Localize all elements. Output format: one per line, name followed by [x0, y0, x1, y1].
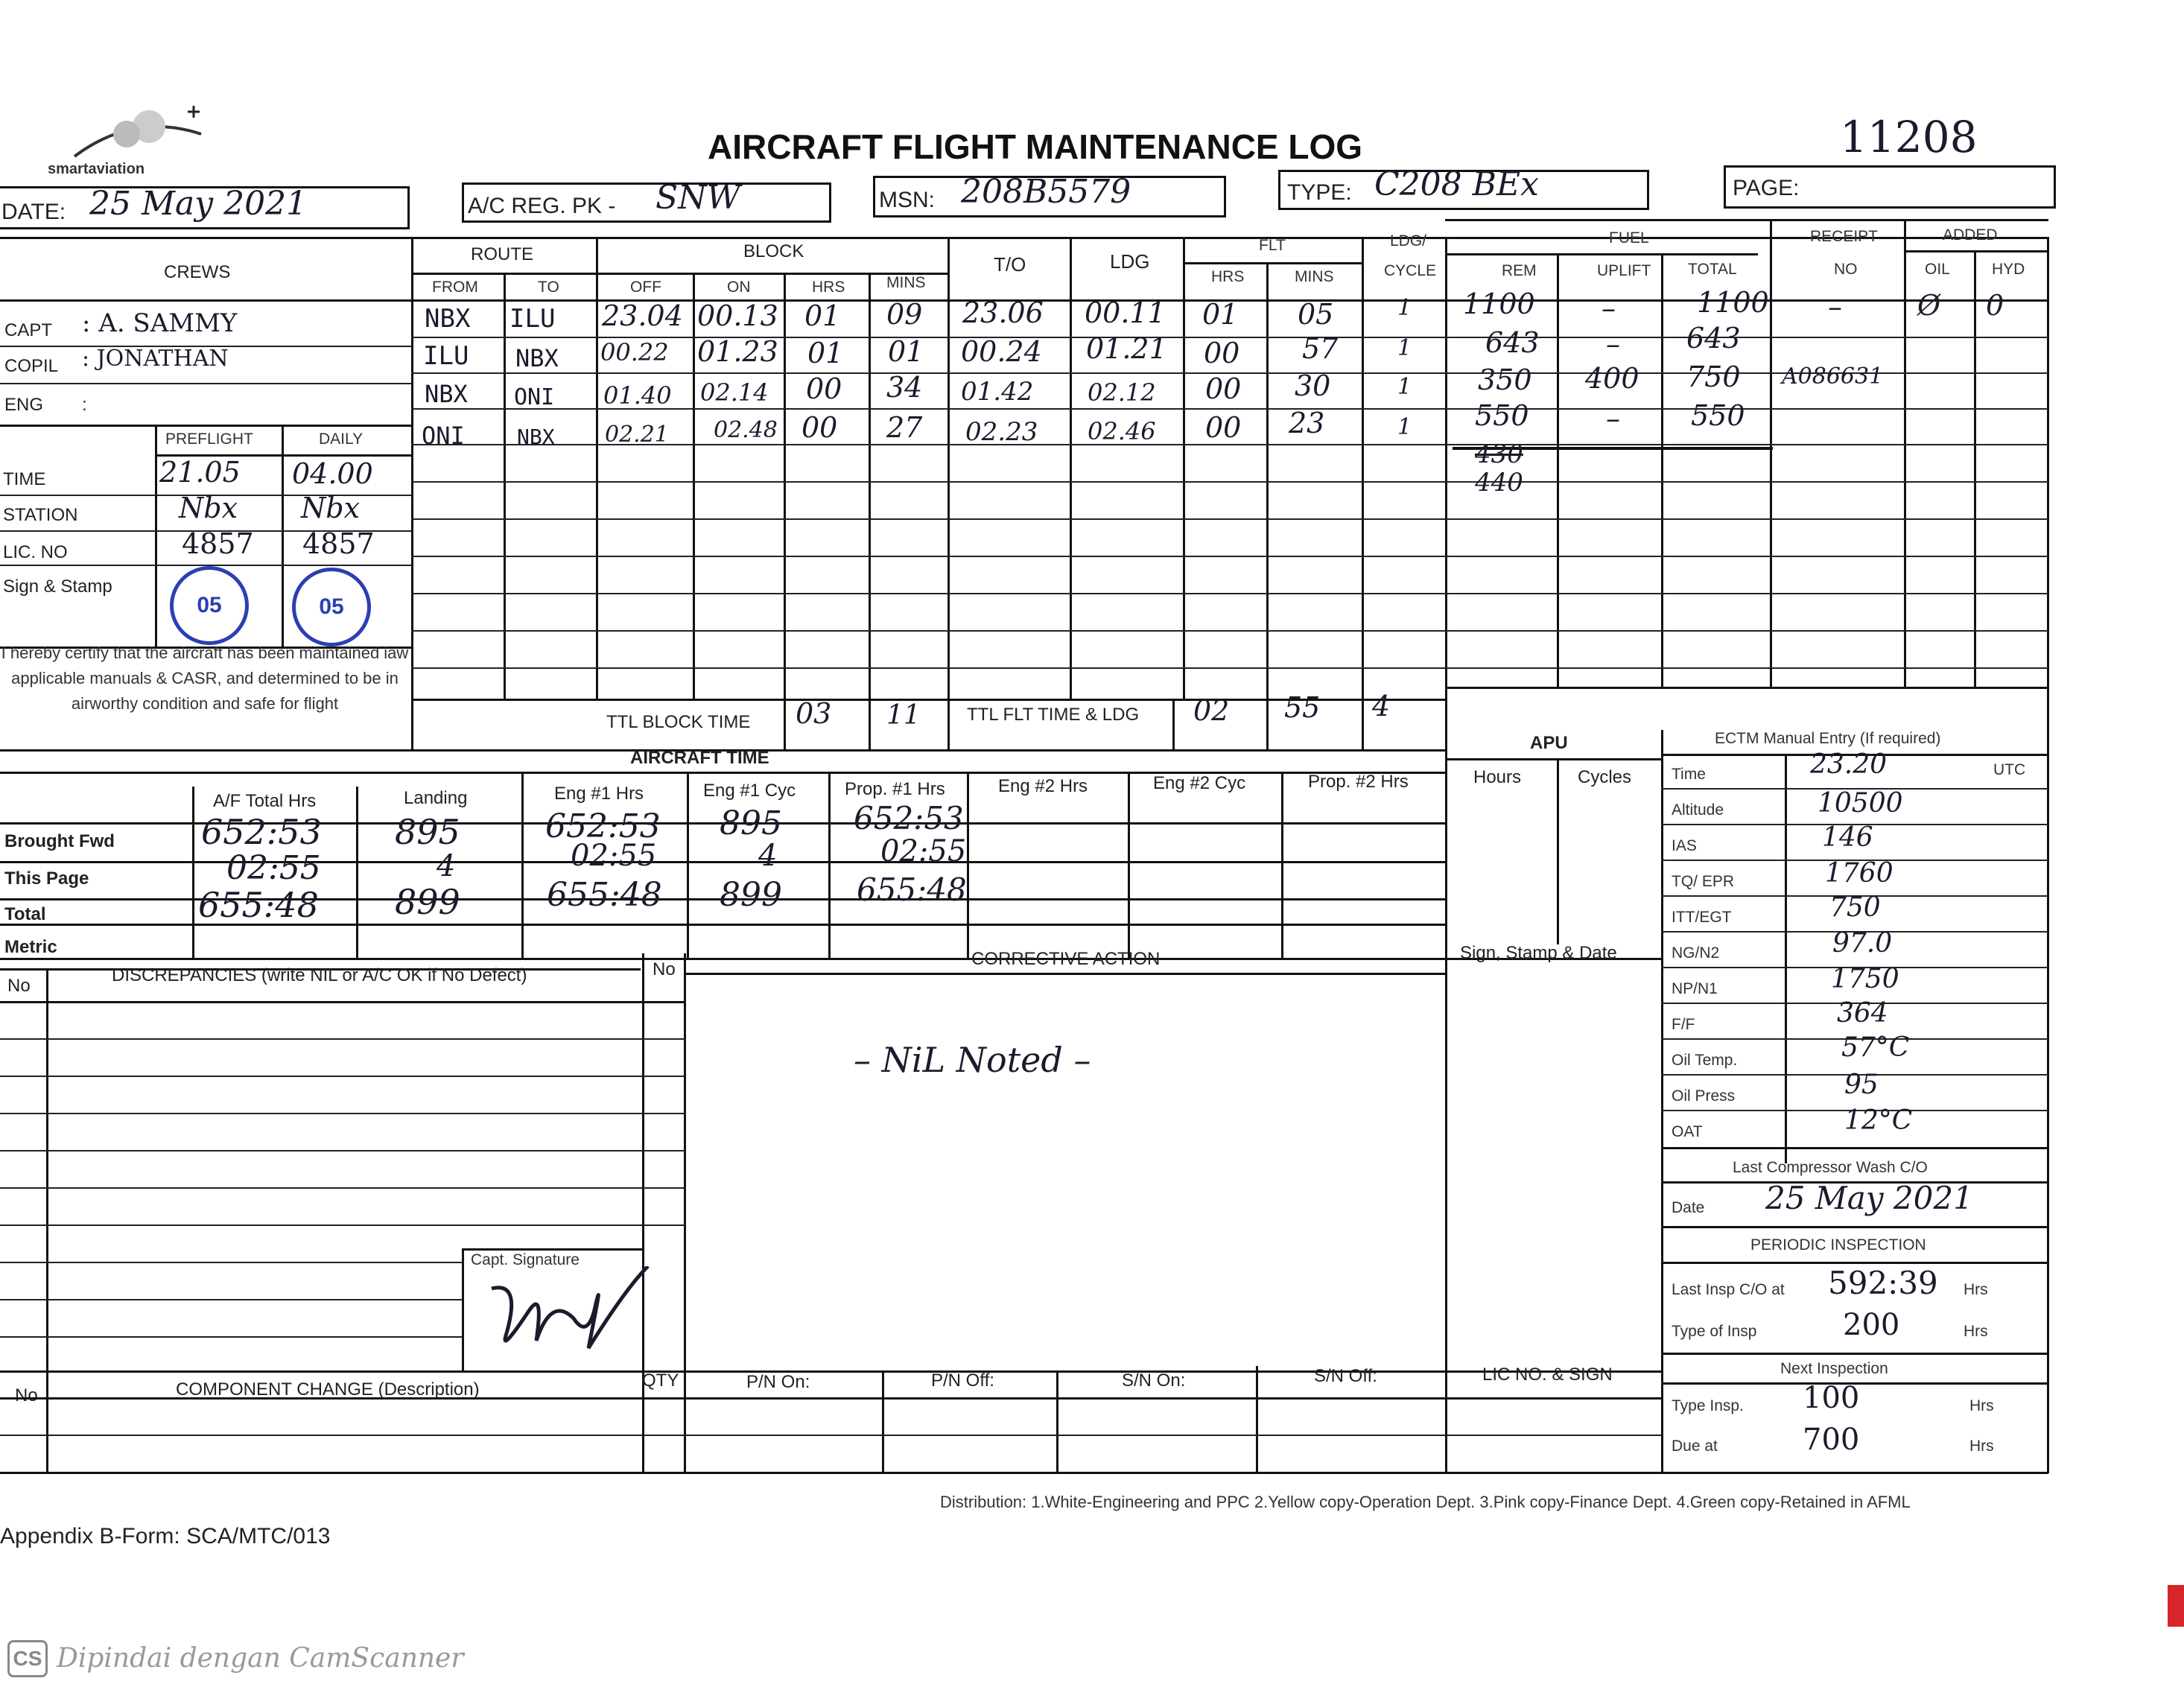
ectm-ng-label: NG/N2 [1672, 944, 1720, 962]
from-header: FROM [432, 279, 478, 296]
row4-flt-mins: 23 [1289, 407, 1325, 439]
col-eng2-hrs: Eng #2 Hrs [998, 776, 1088, 796]
col-af-total: A/F Total Hrs [213, 791, 317, 811]
row3-hrs: 00 [806, 372, 842, 405]
type-insp-hrs: Hrs [1964, 1323, 1988, 1340]
ldg-cycle-header-2: CYCLE [1384, 262, 1437, 279]
row4-flt-hrs: 00 [1205, 411, 1242, 444]
type-value: C208 BEx [1374, 165, 1539, 203]
ectm-ias-value: 146 [1822, 822, 1873, 853]
date-label: DATE: [1, 200, 66, 224]
ectm-oat-label: OAT [1672, 1123, 1703, 1140]
type-insp-label: Type of Insp [1672, 1323, 1757, 1340]
capt-value: : A. SAMMY [82, 308, 238, 338]
company-logo [45, 104, 216, 179]
msn-value: 208B5579 [961, 173, 1131, 211]
ectm-utc: UTC [1993, 761, 2026, 778]
row4-ldg: 02.46 [1088, 417, 1156, 445]
copil-label: COPIL [4, 356, 59, 376]
row2-flt-mins: 57 [1302, 332, 1339, 365]
row4-cycle: 1 [1397, 414, 1412, 440]
ectm-altitude-label: Altitude [1672, 801, 1724, 819]
ectm-oat-value: 12°C [1844, 1105, 1913, 1136]
ectm-header: ECTM Manual Entry (If required) [1715, 730, 1941, 747]
last-insp-label: Last Insp C/O at [1672, 1281, 1785, 1298]
ectm-np-label: NP/N1 [1672, 980, 1718, 997]
daily-lic: 4857 [302, 527, 375, 560]
row3-from: NBX [425, 380, 468, 408]
row3-receipt: A086631 [1782, 363, 1884, 390]
certify-statement: I hereby certify that the aircraft has been maintained iaw applicable manuals & CASR, and determined to be in airworthy condition and safe for flight [1, 644, 409, 713]
row3-off: 01.40 [603, 381, 672, 410]
compressor-date-value: 25 May 2021 [1765, 1180, 1973, 1216]
ldg-header: LDG [1110, 250, 1150, 273]
row1-on: 00.13 [697, 299, 778, 332]
aircraft-time-header: AIRCRAFT TIME [630, 748, 769, 768]
eng-value: : [82, 395, 87, 415]
row1-flt-mins: 05 [1298, 298, 1334, 331]
daily-time: 04.00 [292, 457, 373, 490]
ttl-block-label: TTL BLOCK TIME [606, 712, 751, 732]
row2-total: 643 [1686, 322, 1741, 355]
comp-lic: LIC NO. & SIGN [1482, 1365, 1613, 1385]
comp-no-label: No [15, 1385, 38, 1405]
ectm-oiltemp-value: 57°C [1841, 1032, 1910, 1063]
ectm-ng-value: 97.0 [1832, 928, 1893, 959]
preflight-lic: 4857 [182, 527, 254, 560]
ectm-ff-value: 364 [1837, 998, 1888, 1029]
last-insp-hrs: Hrs [1964, 1281, 1988, 1298]
tp-eng1-hrs: 02:55 [571, 839, 657, 873]
ectm-oilpress-value: 95 [1844, 1070, 1879, 1100]
ttl-flt-label: TTL FLT TIME & LDG [967, 705, 1140, 725]
tp-prop1-hrs: 02:55 [880, 834, 967, 868]
row4-off: 02.21 [605, 422, 669, 448]
oil-header: OIL [1925, 261, 1950, 278]
row-this-page: This Page [4, 868, 89, 889]
apu-cycles: Cycles [1578, 767, 1632, 787]
preflight-time: 21.05 [159, 456, 241, 489]
row2-flt-hrs: 00 [1204, 337, 1240, 369]
ectm-time-value: 23.20 [1810, 749, 1888, 780]
disc-header: DISCREPANCIES (write NIL or A/C OK if No Defect) [112, 965, 527, 985]
row1-cycle: 1 [1397, 295, 1412, 321]
appendix-form: Appendix B-Form: SCA/MTC/013 [0, 1524, 331, 1548]
block-header: BLOCK [743, 241, 804, 261]
row4-to-time: 02.23 [965, 417, 1038, 447]
hyd-header: HYD [1992, 261, 2025, 278]
ttl-flt-hrs: 02 [1193, 694, 1230, 727]
rem-header: REM [1502, 262, 1537, 279]
row3-mins: 34 [886, 371, 923, 404]
row3-cycle: 1 [1397, 374, 1412, 400]
comp-sn-off: S/N Off: [1314, 1366, 1377, 1386]
tot-af-total: 655:48 [198, 885, 319, 925]
next-type-value: 100 [1803, 1381, 1860, 1415]
reg-label: A/C REG. PK - [468, 194, 616, 218]
page-label: PAGE: [1733, 176, 1800, 200]
on-header: ON [727, 279, 751, 296]
total-header: TOTAL [1688, 261, 1737, 278]
col-eng2-cyc: Eng #2 Cyc [1153, 773, 1246, 793]
copil-value: : JONATHAN [82, 346, 229, 372]
due-hrs: Hrs [1969, 1438, 1994, 1455]
daily-stamp: 05 [292, 568, 371, 647]
last-insp-value: 592:39 [1828, 1265, 1938, 1301]
next-type-label: Type Insp. [1672, 1397, 1744, 1414]
ttl-block-hrs: 03 [796, 697, 832, 730]
fuel-header: FUEL [1609, 229, 1649, 247]
row3-to: ONI [514, 384, 555, 410]
row-brought-fwd: Brought Fwd [4, 831, 115, 851]
ttl-flt-mins: 55 [1284, 691, 1321, 724]
fuel-extra-1: 430 [1475, 439, 1523, 469]
preflight-label: PREFLIGHT [165, 431, 253, 448]
reg-value: SNW [655, 179, 740, 217]
col-prop1-hrs: Prop. #1 Hrs [845, 779, 945, 799]
capt-signature-label: Capt. Signature [471, 1251, 580, 1268]
col-eng1-hrs: Eng #1 Hrs [554, 784, 644, 804]
row4-uplift: – [1606, 402, 1620, 435]
grid-bottom-line [0, 1472, 2048, 1474]
row2-cycle: 1 [1397, 335, 1412, 361]
flt-header: FLT [1259, 237, 1286, 254]
camscanner-icon: CS [13, 1647, 42, 1670]
col-landing: Landing [404, 788, 468, 808]
tot-landing: 899 [395, 882, 460, 922]
preflight-stamp: 05 [170, 566, 249, 645]
row1-ldg: 00.11 [1085, 296, 1166, 329]
corrective-header: CORRECTIVE ACTION [971, 949, 1161, 969]
row4-mins: 27 [886, 411, 923, 444]
row3-flt-hrs: 00 [1205, 372, 1242, 405]
row4-to: NBX [517, 425, 555, 449]
row1-oil: Ø [1917, 289, 1941, 322]
col-prop2-hrs: Prop. #2 Hrs [1308, 772, 1409, 792]
row2-ldg: 01.21 [1086, 332, 1167, 365]
daily-station: Nbx [301, 492, 361, 524]
hrs-header: HRS [812, 279, 845, 296]
captain-signature-icon [477, 1266, 655, 1363]
row-metric: Metric [4, 937, 57, 957]
apu-hours: Hours [1473, 767, 1522, 787]
ectm-ias-label: IAS [1672, 837, 1697, 854]
row4-on: 02.48 [714, 417, 778, 443]
comp-pn-on: P/N On: [746, 1372, 810, 1392]
ttl-block-mins: 11 [886, 700, 921, 731]
col-eng1-cyc: Eng #1 Cyc [703, 781, 796, 801]
row3-to-time: 01.42 [961, 377, 1034, 407]
row2-on: 01.23 [697, 335, 778, 368]
due-label: Due at [1672, 1438, 1718, 1455]
flt-hrs-header: HRS [1211, 268, 1245, 285]
to-header: TO [538, 279, 559, 296]
station-label: STATION [3, 505, 78, 525]
brand-name: smartaviation [48, 161, 145, 177]
comp-header: COMPONENT CHANGE (Description) [176, 1379, 480, 1400]
row-total: Total [4, 904, 46, 924]
comp-qty: QTY [642, 1370, 679, 1391]
next-type-hrs: Hrs [1969, 1397, 1994, 1414]
row1-receipt: – [1828, 290, 1842, 323]
ldg-cycle-header-1: LDG/ [1390, 232, 1427, 250]
msn-label: MSN: [879, 188, 935, 212]
row4-from: ONI [422, 422, 465, 450]
ttl-ldg: 4 [1372, 690, 1391, 722]
row1-hrs: 01 [804, 299, 841, 332]
tot-prop1-hrs: 655:48 [857, 871, 967, 908]
row4-total: 550 [1691, 399, 1745, 432]
ectm-itt-label: ITT/EGT [1672, 909, 1732, 926]
ectm-tq-value: 1760 [1825, 858, 1893, 889]
periodic-header: PERIODIC INSPECTION [1750, 1236, 1926, 1254]
row1-to-time: 23.06 [962, 296, 1044, 329]
row1-uplift: – [1602, 292, 1616, 325]
row3-total: 750 [1686, 360, 1741, 393]
apu-sign-label: Sign, Stamp & Date [1460, 943, 1617, 963]
flt-mins-header: MINS [1295, 268, 1334, 285]
date-value: 25 May 2021 [89, 185, 308, 223]
ectm-oilpress-label: Oil Press [1672, 1087, 1736, 1105]
bf-eng1-cyc: 895 [720, 804, 782, 842]
ectm-oiltemp-label: Oil Temp. [1672, 1052, 1738, 1069]
bf-eng1-hrs: 652:53 [545, 807, 661, 845]
tot-eng1-hrs: 655:48 [547, 876, 662, 914]
compressor-date-label: Date [1672, 1199, 1705, 1216]
camscanner-badge [7, 1640, 48, 1677]
receipt-header-1: RECEIPT [1810, 228, 1879, 245]
disc-no2-label: No [653, 959, 676, 979]
row1-to: ILU [510, 304, 556, 334]
daily-label: DAILY [319, 431, 364, 448]
bf-landing: 895 [395, 812, 460, 852]
row2-hrs: 01 [807, 337, 844, 369]
added-header: ADDED [1943, 226, 1998, 244]
mins-header: MINS [886, 274, 926, 291]
camscanner-text: Dipindai dengan CamScanner [57, 1643, 464, 1674]
row1-from: NBX [425, 304, 471, 334]
row3-on: 02.14 [700, 378, 769, 407]
bf-af-total: 652:53 [201, 812, 322, 852]
sign-label: Sign & Stamp [3, 576, 112, 597]
row4-rem: 550 [1475, 399, 1529, 432]
to-time-header: T/O [994, 253, 1026, 276]
tp-af-total: 02:55 [226, 849, 321, 887]
row1-hyd: 0 [1986, 289, 2004, 322]
off-header: OFF [630, 279, 661, 296]
fuel-extra-2: 440 [1475, 468, 1523, 498]
grid-top-line [0, 237, 2048, 239]
preflight-station: Nbx [179, 492, 238, 524]
ectm-itt-value: 750 [1829, 892, 1881, 923]
type-insp-value: 200 [1843, 1308, 1900, 1342]
page-title: AIRCRAFT FLIGHT MAINTENANCE LOG [708, 127, 1363, 166]
comp-sn-on: S/N On: [1122, 1370, 1186, 1391]
red-edge-mark [2168, 1585, 2184, 1627]
row2-to: NBX [515, 344, 559, 372]
time-label: TIME [3, 469, 46, 489]
row1-rem: 1100 [1463, 288, 1535, 320]
ectm-ff-label: F/F [1672, 1016, 1695, 1033]
row4-hrs: 00 [801, 411, 838, 444]
compressor-header: Last Compressor Wash C/O [1733, 1159, 1928, 1176]
eng-label: ENG [4, 395, 44, 415]
row2-uplift: – [1606, 328, 1620, 360]
row2-mins: 01 [888, 335, 924, 368]
receipt-header-2: NO [1834, 261, 1858, 278]
due-value: 700 [1803, 1423, 1860, 1457]
ectm-altitude-value: 10500 [1818, 788, 1903, 819]
row2-rem: 643 [1485, 326, 1540, 359]
type-label: TYPE: [1287, 180, 1352, 205]
ectm-tq-label: TQ/ EPR [1672, 873, 1735, 890]
row3-uplift: 400 [1585, 362, 1639, 395]
capt-label: CAPT [4, 320, 53, 340]
apu-header: APU [1530, 733, 1568, 753]
row3-ldg: 02.12 [1088, 378, 1156, 407]
distribution-note: Distribution: 1.White-Engineering and PPC 2.Yellow copy-Operation Dept. 3.Pink copy-Finance Dept. 4.Green copy-Retained in AFML [940, 1493, 1911, 1511]
row2-to-time: 00.24 [961, 335, 1042, 368]
row3-flt-mins: 30 [1295, 369, 1331, 402]
row1-off: 23.04 [602, 299, 683, 332]
serial-number: 11208 [1840, 112, 1978, 162]
row2-off: 00.22 [600, 338, 669, 366]
bf-prop1-hrs: 652:53 [854, 800, 964, 836]
disc-no-label: No [7, 976, 31, 996]
nil-noted: – NiL Noted – [854, 1040, 1091, 1080]
row1-total: 1100 [1697, 286, 1769, 319]
tot-eng1-cyc: 899 [720, 876, 782, 914]
comp-pn-off: P/N Off: [931, 1370, 994, 1391]
grid-right-line [2047, 237, 2049, 1473]
tp-landing: 4 [437, 849, 456, 883]
tp-eng1-cyc: 4 [758, 839, 778, 873]
row2-from: ILU [423, 341, 469, 371]
row1-flt-hrs: 01 [1202, 298, 1239, 331]
ectm-time-label: Time [1672, 766, 1706, 783]
route-header: ROUTE [471, 244, 533, 264]
uplift-header: UPLIFT [1597, 262, 1651, 279]
row1-mins: 09 [886, 298, 923, 331]
row3-rem: 350 [1478, 363, 1532, 396]
next-insp-header: Next Inspection [1780, 1360, 1888, 1377]
ectm-np-value: 1750 [1831, 964, 1899, 994]
lic-label: LIC. NO [3, 542, 68, 562]
crews-header: CREWS [164, 262, 231, 282]
